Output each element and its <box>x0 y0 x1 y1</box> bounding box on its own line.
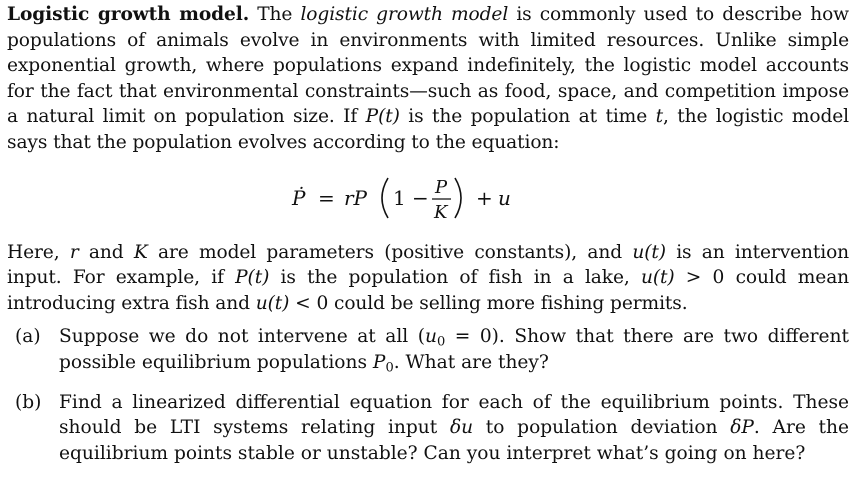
eq-numerator: P <box>435 176 448 198</box>
eq-one: 1 <box>393 185 406 210</box>
question-text: Find a linearized differential equation for each of the equilibrium points. These should be LTI systems relating input δu to population deviation δP. Are the equilibrium points stable or unstable? Can you interpret what’s going on here? <box>59 391 849 464</box>
eq-rP: rP <box>344 185 368 210</box>
eq-u: u <box>498 185 511 210</box>
section-heading: Logistic growth model. <box>7 4 250 25</box>
explanation-paragraph: Here, r and K are model parameters (positive constants), and u(t) is an intervention input. For example, if P(t) is the population of fish in a lake, u(t) > 0 could mean introducing extra fish and u(t) < 0 could be selling more fishing permits. <box>7 241 850 314</box>
question-list <box>7 324 849 466</box>
logistic-equation <box>7 156 849 240</box>
intro-paragraph: Logistic growth model. The logistic growth model is commonly used to describe how populations of animals evolve in environments with limited resources. Unlike simple exponential growth, where populations expand indefinitely, the logistic model accounts for the fact that environmental constraints—such as food, space, and competition impose a natural limit on population size. If P(t) is the population at time t, the logistic model says that the population evolves according to the equation: <box>7 4 850 153</box>
emphasized-term: logistic growth model <box>300 4 509 25</box>
question-label: (a) <box>15 326 41 348</box>
equation-svg <box>288 166 568 230</box>
eq-equals: = <box>318 185 335 210</box>
right-paren <box>455 178 461 218</box>
eq-minus: − <box>412 185 429 210</box>
eq-denominator: K <box>434 201 448 223</box>
question-a <box>15 324 849 375</box>
eq-lhs: Ṗ <box>292 185 306 210</box>
question-label: (b) <box>15 391 42 413</box>
left-paren <box>382 178 388 218</box>
eq-plus: + <box>476 185 493 210</box>
question-text: Suppose we do not intervene at all $(u_0 = 0)$. Show that there are two different possible equilibrium populations $P_0$. What are they? <box>59 326 849 376</box>
question-b <box>15 390 849 467</box>
